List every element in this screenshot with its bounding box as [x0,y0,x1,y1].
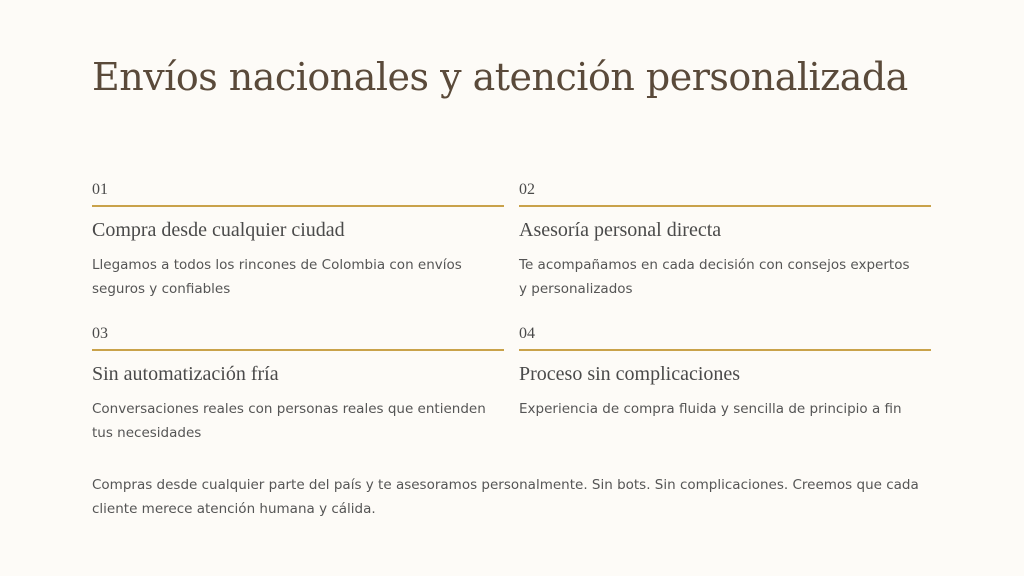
feature-divider [92,205,504,207]
feature-number: 02 [519,181,535,198]
feature-heading: Sin automatización fría [92,363,279,385]
feature-divider [519,349,931,351]
slide-footer-text: Compras desde cualquier parte del país y te asesoramos personalmente. Sin bots. Sin complicaciones. Creemos que cada cliente merece atención humana y cálida. [92,477,919,517]
feature-heading: Compra desde cualquier ciudad [92,219,345,241]
feature-description: Llegamos a todos los rincones de Colombia con envíos seguros y confiables [92,257,462,297]
feature-divider [92,349,504,351]
feature-card-01 [92,181,504,301]
feature-description: Te acompañamos en cada decisión con consejos expertos y personalizados [519,257,910,297]
feature-heading: Asesoría personal directa [519,219,722,241]
feature-divider [519,205,931,207]
feature-description: Experiencia de compra fluida y sencilla de principio a fin [519,401,902,417]
feature-number: 01 [92,181,108,198]
slide-title: Envíos nacionales y atención personalizada [92,55,908,99]
feature-card-04 [519,325,931,421]
feature-card-02 [519,181,931,301]
feature-number: 03 [92,325,108,342]
feature-card-03 [92,325,504,445]
feature-description: Conversaciones reales con personas reales que entienden tus necesidades [92,401,486,441]
feature-number: 04 [519,325,535,342]
feature-heading: Proceso sin complicaciones [519,363,741,385]
